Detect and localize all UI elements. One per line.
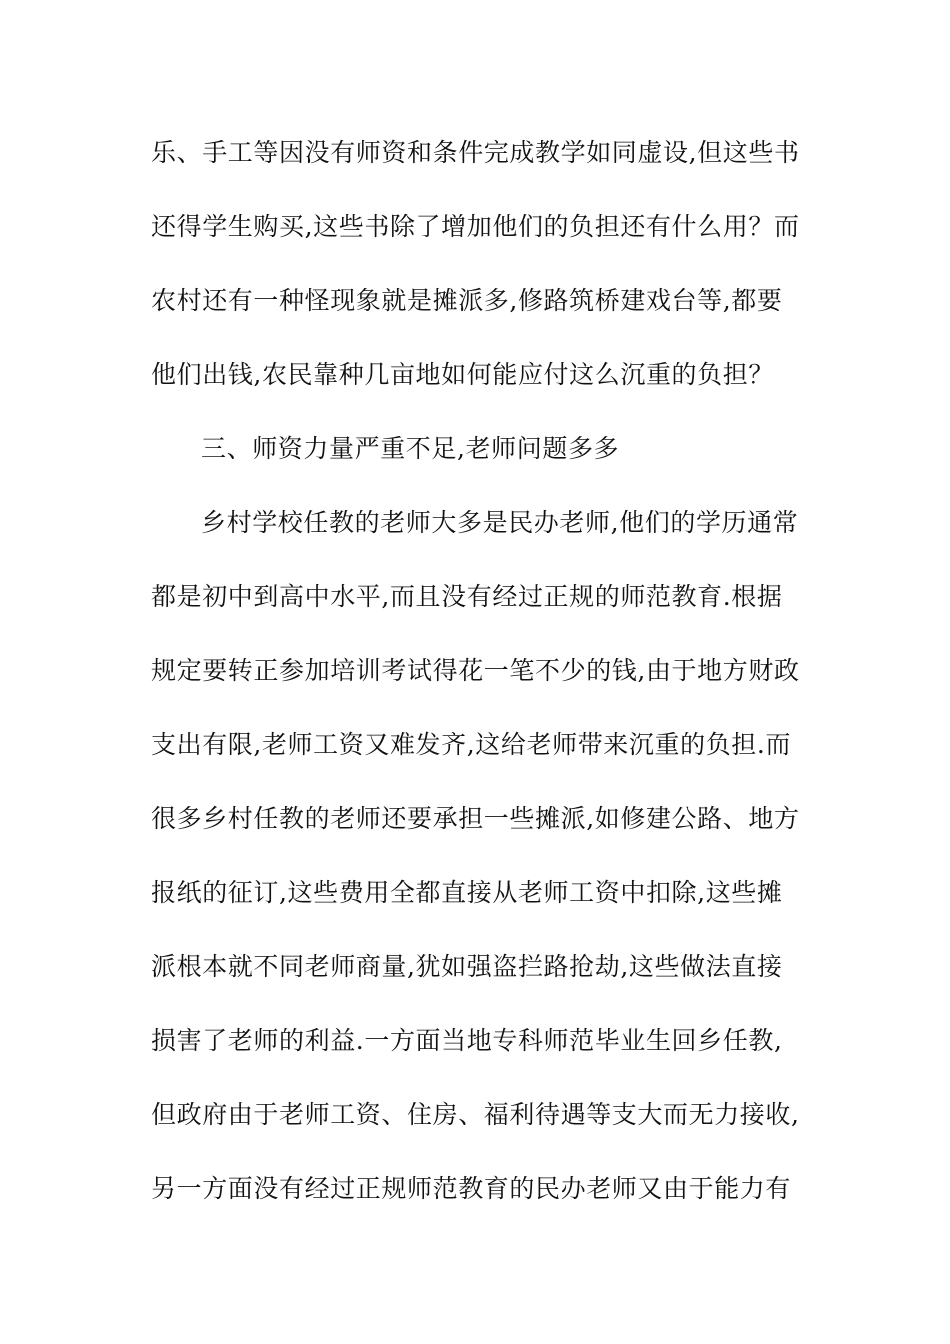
text-line: 派根本就不同老师商量,犹如强盗拦路抢劫,这些做法直接 <box>151 952 783 981</box>
text-line: 乐、手工等因没有师资和条件完成教学如同虚设,但这些书 <box>151 138 800 167</box>
text-line: 很多乡村任教的老师还要承担一些摊派,如修建公路、地方 <box>151 804 800 833</box>
text-line: 损害了老师的利益.一方面当地专科师范毕业生回乡任教, <box>151 1026 783 1055</box>
body-text <box>151 128 811 1238</box>
text-line: 支出有限,老师工资又难发齐,这给老师带来沉重的负担.而 <box>151 730 792 759</box>
text-line: 乡村学校任教的老师大多是民办老师,他们的学历通常 <box>201 508 799 537</box>
text-line: 农村还有一种怪现象就是摊派多,修路筑桥建戏台等,都要 <box>151 286 783 315</box>
section-heading: 三、师资力量严重不足,老师问题多多 <box>201 434 620 463</box>
text-line: 都是初中到高中水平,而且没有经过正规的师范教育.根据 <box>151 582 783 611</box>
text-line: 但政府由于老师工资、住房、福利待遇等支大而无力接收, <box>151 1100 800 1129</box>
text-line: 规定要转正参加培训考试得花一笔不少的钱,由于地方财政 <box>151 656 800 685</box>
text-line: 还得学生购买,这些书除了增加他们的负担还有什么用？而 <box>151 212 800 241</box>
text-line: 另一方面没有经过正规师范教育的民办老师又由于能力有 <box>151 1174 792 1203</box>
text-line: 报纸的征订,这些费用全都直接从老师工资中扣除,这些摊 <box>151 878 783 907</box>
text-line: 他们出钱,农民靠种几亩地如何能应付这么沉重的负担？ <box>151 360 774 389</box>
